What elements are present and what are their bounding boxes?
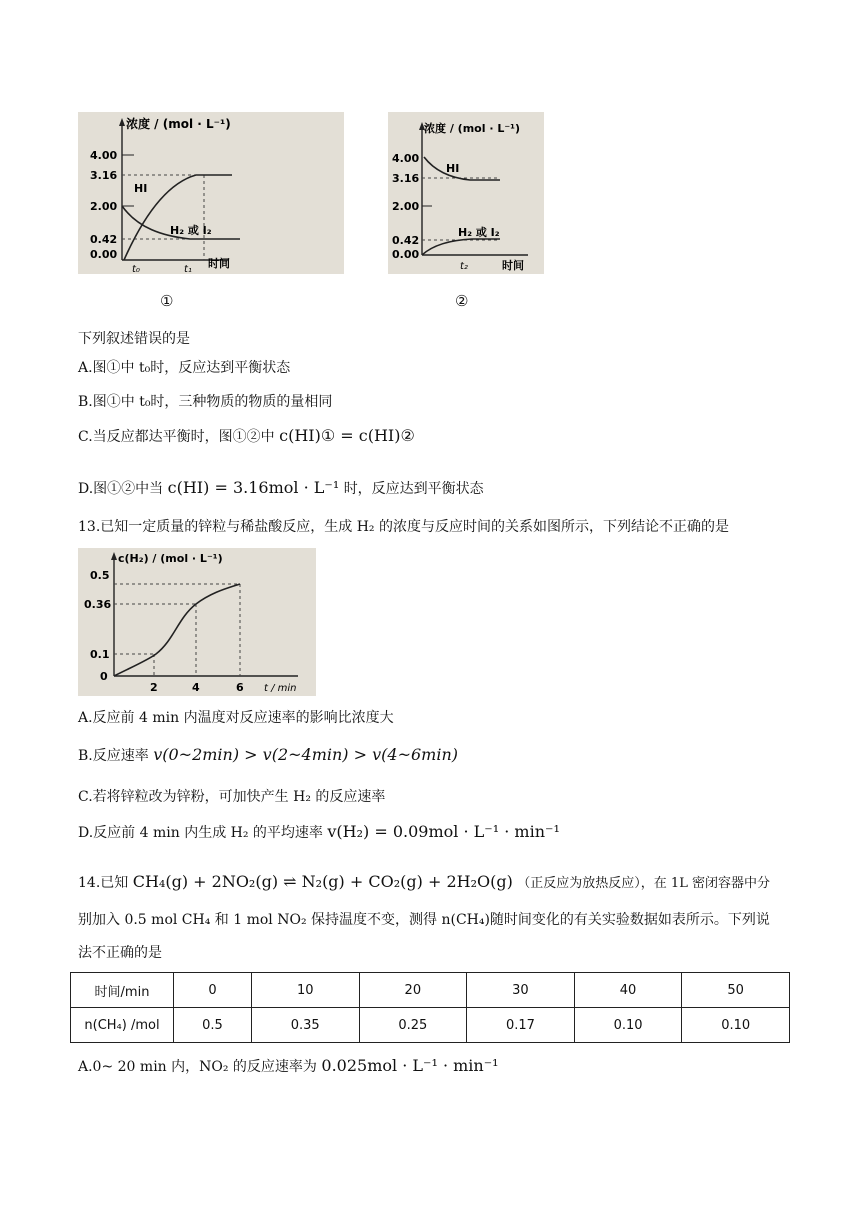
figure-1-curve-label-h2: H₂ 或 I₂: [170, 224, 212, 237]
q14-data-table: [70, 972, 790, 1043]
table-cell: 30: [467, 973, 575, 1008]
figure-2-x-tick: t₂: [460, 261, 468, 272]
figure-1-y-tick: 3.16: [90, 169, 118, 182]
q13-y-tick: 0.1: [90, 648, 110, 661]
figure-2-y-axis-label: 浓度 / (mol · L⁻¹): [424, 122, 520, 135]
figure-2-y-tick: 4.00: [392, 152, 420, 165]
q12-stem: 下列叙述错误的是: [78, 331, 190, 347]
figure-2-y-tick: 2.00: [392, 200, 420, 213]
q12-option-d-math: c(HI) = 3.16mol · L⁻¹: [167, 478, 340, 497]
q14-equation: CH₄(g) + 2NO₂(g) ⇌ N₂(g) + CO₂(g) + 2H₂O(g): [132, 872, 513, 891]
q13-y-axis-label: c(H₂) / (mol · L⁻¹): [118, 552, 223, 565]
figure-1-caption: ①: [160, 292, 174, 310]
figure-2-graph: [388, 112, 544, 274]
figure-2-y-tick: 0.42: [392, 234, 420, 247]
figure-1-y-tick: 0.00: [90, 248, 118, 261]
q14-stem-line2: 别加入 0.5 mol CH₄ 和 1 mol NO₂ 保持温度不变，测得 n(CH₄)随时间变化的有关实验数据如表所示。下列说: [78, 912, 770, 928]
table-header-n-ch4: n(CH₄) /mol: [71, 1008, 174, 1043]
q13-x-tick: 6: [236, 681, 244, 694]
figure-2-y-tick: 3.16: [392, 172, 420, 185]
figure-1-x-tick: t₁: [184, 264, 192, 274]
q13-x-axis-label: t / min: [264, 683, 297, 694]
q13-option-a: A.反应前 4 min 内温度对反应速率的影响比浓度大: [78, 710, 394, 726]
table-cell: 0.5: [174, 1008, 252, 1043]
figure-2-y-tick: 0.00: [392, 248, 420, 261]
table-cell: 10: [251, 973, 359, 1008]
q12-option-d: [78, 478, 484, 499]
table-cell: 20: [359, 973, 467, 1008]
q13-option-d-text: D.反应前 4 min 内生成 H₂ 的平均速率: [78, 825, 323, 841]
q13-option-d-math: v(H₂) = 0.09mol · L⁻¹ · min⁻¹: [327, 822, 560, 841]
figure-2: [388, 112, 544, 274]
figure-2-curve-label-h2: H₂ 或 I₂: [458, 226, 500, 239]
q13-option-d: [78, 822, 560, 843]
q14-stem-prefix: 14.已知: [78, 875, 129, 891]
q12-option-c-text: C.当反应都达平衡时，图①②中: [78, 429, 275, 445]
figure-1-graph: [78, 112, 344, 274]
table-row: [71, 973, 790, 1008]
q14-option-a-text: A.0~ 20 min 内，NO₂ 的反应速率为: [78, 1059, 317, 1075]
q14-option-a-math: 0.025mol · L⁻¹ · min⁻¹: [321, 1056, 499, 1075]
figure-1-y-tick: 2.00: [90, 200, 118, 213]
figure-1-y-tick: 4.00: [90, 149, 118, 162]
figure-1-x-tick: t₀: [132, 264, 140, 274]
q13-stem: 13.已知一定质量的锌粒与稀盐酸反应，生成 H₂ 的浓度与反应时间的关系如图所示，下列结论不正确的是: [78, 519, 729, 535]
q12-option-a: A.图①中 t₀时，反应达到平衡状态: [78, 360, 291, 376]
table-cell: 40: [574, 973, 682, 1008]
q12-option-d-text1: D.图①②中当: [78, 481, 164, 497]
table-row: [71, 1008, 790, 1043]
q13-graph: [78, 548, 316, 696]
figure-2-caption: ②: [455, 292, 469, 310]
q14-stem-line3: 法不正确的是: [78, 945, 162, 961]
figure-1-x-axis-label: 时间: [208, 257, 230, 270]
figure-1-curve-label-hi: HI: [134, 182, 148, 195]
table-cell: 0.17: [467, 1008, 575, 1043]
table-cell: 50: [682, 973, 790, 1008]
q12-option-b: B.图①中 t₀时，三种物质的物质的量相同: [78, 394, 333, 410]
q13-x-tick: 2: [150, 681, 158, 694]
q13-x-tick: 4: [192, 681, 200, 694]
q14-stem-line1: [78, 872, 770, 894]
q13-y-tick: 0: [100, 670, 108, 683]
q13-option-b: [78, 745, 458, 766]
q12-option-d-text2: 时，反应达到平衡状态: [343, 481, 484, 497]
q13-option-b-math: v(0~2min) > v(2~4min) > v(4~6min): [153, 745, 459, 764]
q12-option-c: [78, 426, 415, 447]
q14-stem-line1-suffix: （正反应为放热反应），在 1L 密闭容器中分: [517, 876, 770, 891]
q13-y-tick: 0.36: [84, 598, 112, 611]
q13-y-tick: 0.5: [90, 569, 110, 582]
table-cell: 0.35: [251, 1008, 359, 1043]
table-header-time: 时间/min: [71, 973, 174, 1008]
figure-2-x-axis-label: 时间: [502, 259, 524, 272]
table-cell: 0.25: [359, 1008, 467, 1043]
q14-option-a: [78, 1056, 499, 1077]
q13-option-b-text: B.反应速率: [78, 748, 149, 764]
table-cell: 0.10: [574, 1008, 682, 1043]
q13-option-c: C.若将锌粒改为锌粉，可加快产生 H₂ 的反应速率: [78, 789, 386, 805]
q13-figure: [78, 548, 316, 696]
figure-1-y-tick: 0.42: [90, 233, 118, 246]
table-cell: 0: [174, 973, 252, 1008]
figure-1-y-axis-label: 浓度 / (mol · L⁻¹): [126, 117, 231, 131]
figure-2-curve-label-hi: HI: [446, 162, 460, 175]
q12-option-c-math: c(HI)① = c(HI)②: [279, 426, 415, 445]
figure-1: [78, 112, 344, 274]
table-cell: 0.10: [682, 1008, 790, 1043]
